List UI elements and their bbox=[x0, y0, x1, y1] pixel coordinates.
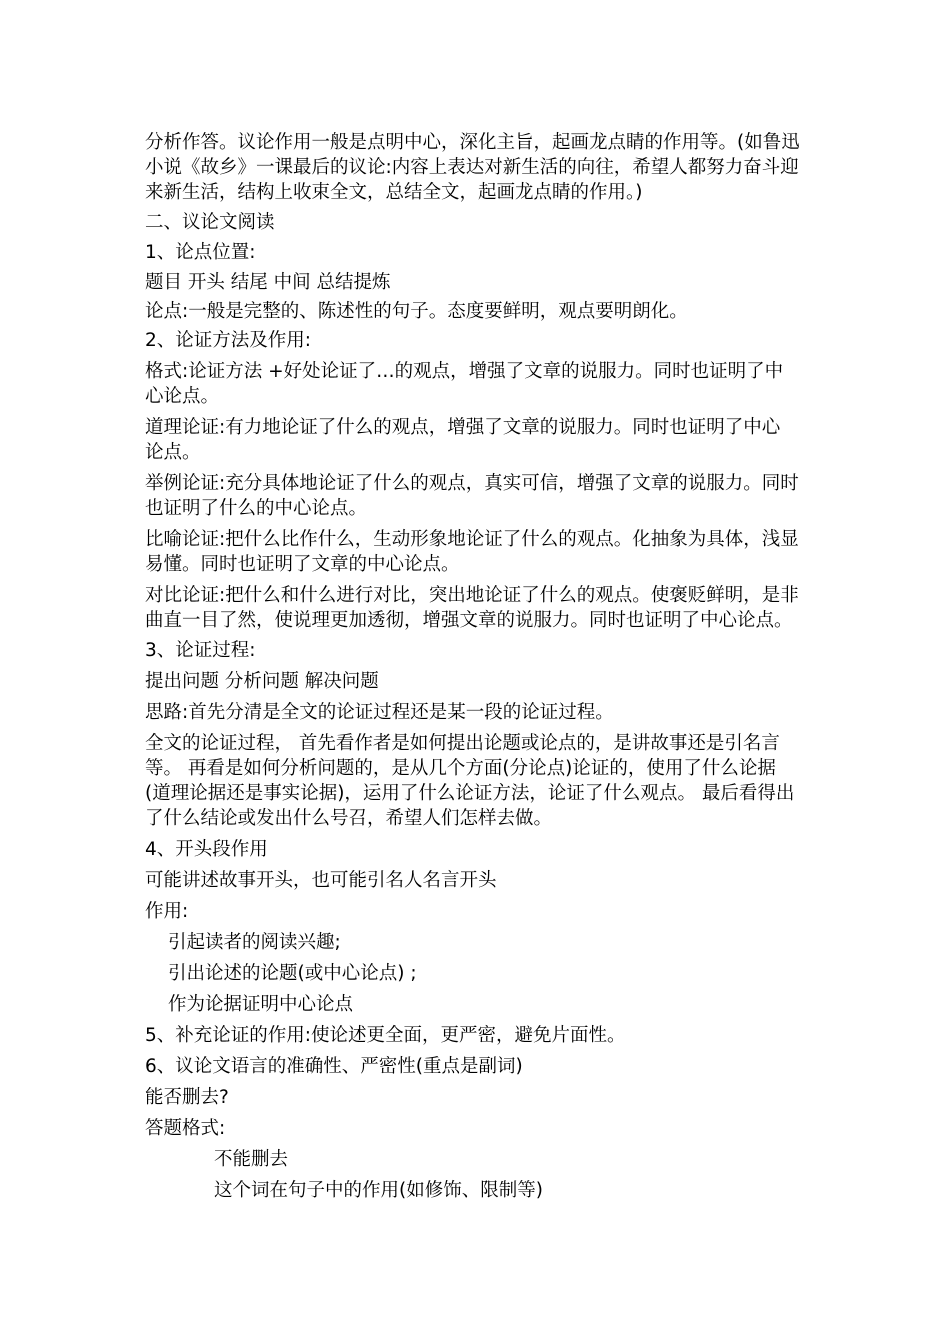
text-line: 来新生活，结构上收束全文，总结全文，起画龙点睛的作用。) bbox=[145, 182, 643, 203]
text-line: 举例论证:充分具体地论证了什么的观点，真实可信，增强了文章的说服力。同时 bbox=[145, 473, 799, 494]
text-line: 心论点。 bbox=[145, 386, 220, 407]
list-item: 作为论据证明中心论点 bbox=[168, 994, 354, 1015]
text-line: 格式:论证方法 +好处论证了…的观点，增强了文章的说服力。同时也证明了中 bbox=[145, 361, 784, 382]
text-line: 道理论证:有力地论证了什么的观点，增强了文章的说服力。同时也证明了中心 bbox=[145, 417, 781, 438]
section-heading: 二、议论文阅读 bbox=[145, 212, 275, 233]
text-line: 论点。 bbox=[145, 442, 201, 463]
text-line: 可能讲述故事开头，也可能引名人名言开头 bbox=[145, 870, 497, 891]
subheading: 4、开头段作用 bbox=[145, 839, 268, 860]
subheading: 3、论证过程: bbox=[145, 640, 256, 661]
text-line: 思路:首先分清是全文的论证过程还是某一段的论证过程。 bbox=[145, 702, 614, 723]
list-item: 引起读者的阅读兴趣; bbox=[168, 932, 341, 953]
text-line: 提出问题 分析问题 解决问题 bbox=[145, 671, 379, 692]
list-item: 引出论述的论题(或中心论点) ; bbox=[168, 963, 417, 984]
text-line: 分析作答。议论作用一般是点明中心，深化主旨，起画龙点睛的作用等。(如鲁迅 bbox=[145, 132, 800, 153]
subheading: 6、议论文语言的准确性、严密性(重点是副词) bbox=[145, 1056, 523, 1077]
text-line: 曲直一目了然，使说理更加透彻，增强文章的说服力。同时也证明了中心论点。 bbox=[145, 610, 793, 631]
text-line: 能否删去? bbox=[145, 1087, 229, 1108]
text-line: 答题格式: bbox=[145, 1118, 226, 1139]
list-item: 不能删去 bbox=[214, 1149, 289, 1170]
subheading: 1、论点位置: bbox=[145, 242, 256, 263]
text-line: 也证明了什么的中心论点。 bbox=[145, 498, 368, 519]
text-line: 题目 开头 结尾 中间 总结提炼 bbox=[145, 272, 391, 293]
subheading: 5、补充论证的作用:使论述更全面，更严密，避免片面性。 bbox=[145, 1025, 626, 1046]
text-line: 论点:一般是完整的、陈述性的句子。态度要鲜明，观点要明朗化。 bbox=[145, 301, 688, 322]
subheading: 2、论证方法及作用: bbox=[145, 330, 312, 351]
text-line: 比喻论证:把什么比作什么，生动形象地论证了什么的观点。化抽象为具体，浅显 bbox=[145, 529, 799, 550]
text-line: 易懂。同时也证明了文章的中心论点。 bbox=[145, 554, 460, 575]
text-line: (道理论据还是事实论据)，运用了什么论证方法，论证了什么观点。 最后看得出 bbox=[145, 783, 795, 804]
text-line: 作用: bbox=[145, 901, 189, 922]
list-item: 这个词在句子中的作用(如修饰、限制等) bbox=[214, 1180, 543, 1201]
text-line: 小说《故乡》一课最后的议论:内容上表达对新生活的向往，希望人都努力奋斗迎 bbox=[145, 157, 799, 178]
text-line: 了什么结论或发出什么号召，希望人们怎样去做。 bbox=[145, 808, 553, 829]
text-line: 全文的论证过程， 首先看作者是如何提出论题或论点的，是讲故事还是引名言 bbox=[145, 733, 780, 754]
text-line: 对比论证:把什么和什么进行对比，突出地论证了什么的观点。使褒贬鲜明，是非 bbox=[145, 585, 799, 606]
text-line: 等。 再看是如何分析问题的，是从几个方面(分论点)论证的，使用了什么论据 bbox=[145, 758, 776, 779]
